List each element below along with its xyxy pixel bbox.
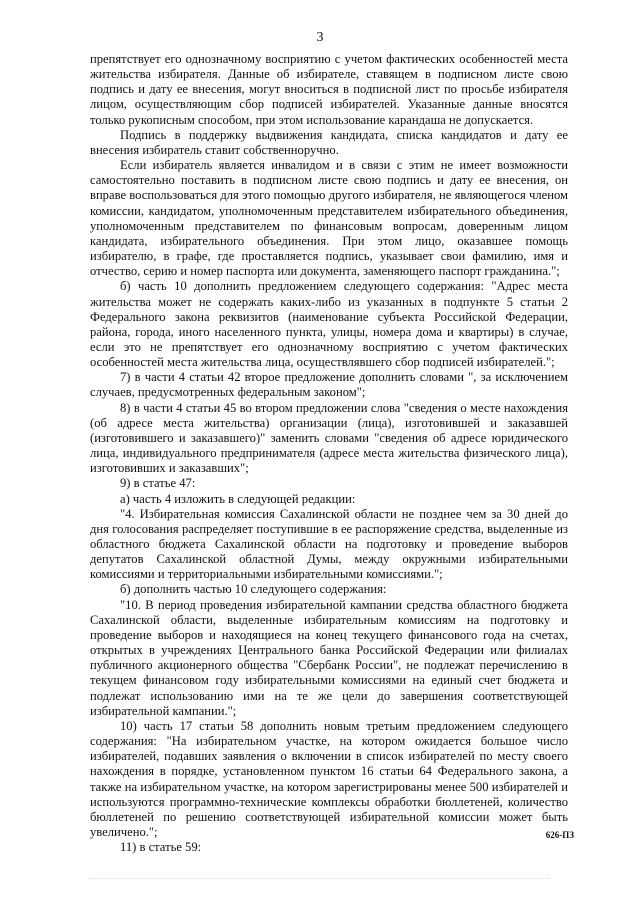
paragraph: 7) в части 4 статьи 42 второе предложение дополнить словами ", за исключением случаев, предусмотренных федеральным законом"; [90, 370, 568, 400]
paragraph: 11) в статье 59: [120, 840, 202, 855]
paragraph: а) часть 4 изложить в следующей редакции: [120, 491, 356, 506]
paragraph: Если избиратель является инвалидом и в связи с этим не имеет возможности самостоятельно поставить в подписном листе свою подпись и дату ее внесения, он вправе воспользоваться для этого помощью другого избирателя, не являющегося членом комиссии, кандидатом, уполномоченным представителем избирательного объединения, уполномоченным представителем по финансовым вопросам, доверенным лицом кандидата, избирательного объединения. При этом лицо, оказавшее помощь избирателю, в графе, где проставляется подпись, указывает свои фамилию, имя и отчество, серию и номер паспорта или документа, заменяющего паспорт гражданина."; [90, 158, 568, 279]
scan-artifact-line [90, 878, 550, 885]
paragraph: б) часть 10 дополнить предложением следующего содержания: "Адрес места жительства может не содержать каких-либо из указанных в подпункте 5 статьи 2 Федерального закона реквизитов (наименование субъекта Российской Федерации, района, города, иного населенного пункта, улицы, номера дома и квартиры) в случае, если это не препятствует его однозначному восприятию с учетом фактических особенностей места жительства лица, осуществлявшего сбор подписей избирателей."; [90, 279, 568, 370]
paragraph: "10. В период проведения избирательной кампании средства областного бюджета Сахалинской области, выделенные избирательным комиссиям на подготовку и проведение выборов и находящиеся на конец текущего финансового года на счетах, открытых в учреждениях Центрального банка Российской Федерации или филиалах публичного акционерного общества "Сбербанк России", не подлежат перечислению в текущем финансовом году избирательными комиссиями на единый счет бюджета и подлежат использованию ими на те же цели до завершения соответствующей избирательной кампании."; [90, 597, 568, 718]
paragraph: 8) в части 4 статьи 45 во втором предложении слова "сведения о месте нахождения (об адресе места жительства) организации (лица), изготовившей и заказавшей (изготовившего и заказавшего)" заменить словами "сведения об адресе юридического лица, индивидуального предпринимателя (адресе места жительства физического лица), изготовивших и заказавших"; [90, 400, 568, 476]
paragraph: Подпись в поддержку выдвижения кандидата, списка кандидатов и дату ее внесения избиратель ставит собственноручно. [90, 127, 568, 157]
document-code: 626-ПЗ [545, 830, 574, 840]
paragraph: 10) часть 17 статьи 58 дополнить новым третьим предложением следующего содержания: "На избирательном участке, на котором ожидается большое число избирателей, подавших заявления о включении в список избирателей по месту своего нахождения в порядке, установленном пунктом 16 статьи 64 Федерального закона, а также на избирательном участке, на котором зарегистрированы менее 500 избирателей и используются программно-технические комплексы обработки бюллетеней, количество бюллетеней по решению соответствующей избирательной комиссии может быть увеличено."; [90, 718, 568, 839]
paragraph: 9) в статье 47: [120, 476, 196, 491]
page-number: 3 [316, 30, 324, 45]
paragraph: "4. Избирательная комиссия Сахалинской области не позднее чем за 30 дней до дня голосования распределяет поступившие в ее распоряжение средства, выделенные из областного бюджета Сахалинской области на подготовку и проведение выборов депутатов Сахалинской областной Думы, между окружными избирательными комиссиями и территориальными избирательными комиссиями."; [90, 506, 568, 582]
paragraph: препятствует его однозначному восприятию с учетом фактических особенностей места жительства избирателя. Данные об избирателе, ставящем в подписном листе свою подпись и дату ее внесения, могут вноситься в подписной лист по просьбе избирателя лицом, осуществляющим сбор подписей избирателей. Указанные данные вносятся только рукописным способом, при этом использование карандаша не допускается. [90, 52, 568, 127]
document-body [90, 52, 568, 855]
paragraph: б) дополнить частью 10 следующего содержания: [120, 582, 387, 597]
